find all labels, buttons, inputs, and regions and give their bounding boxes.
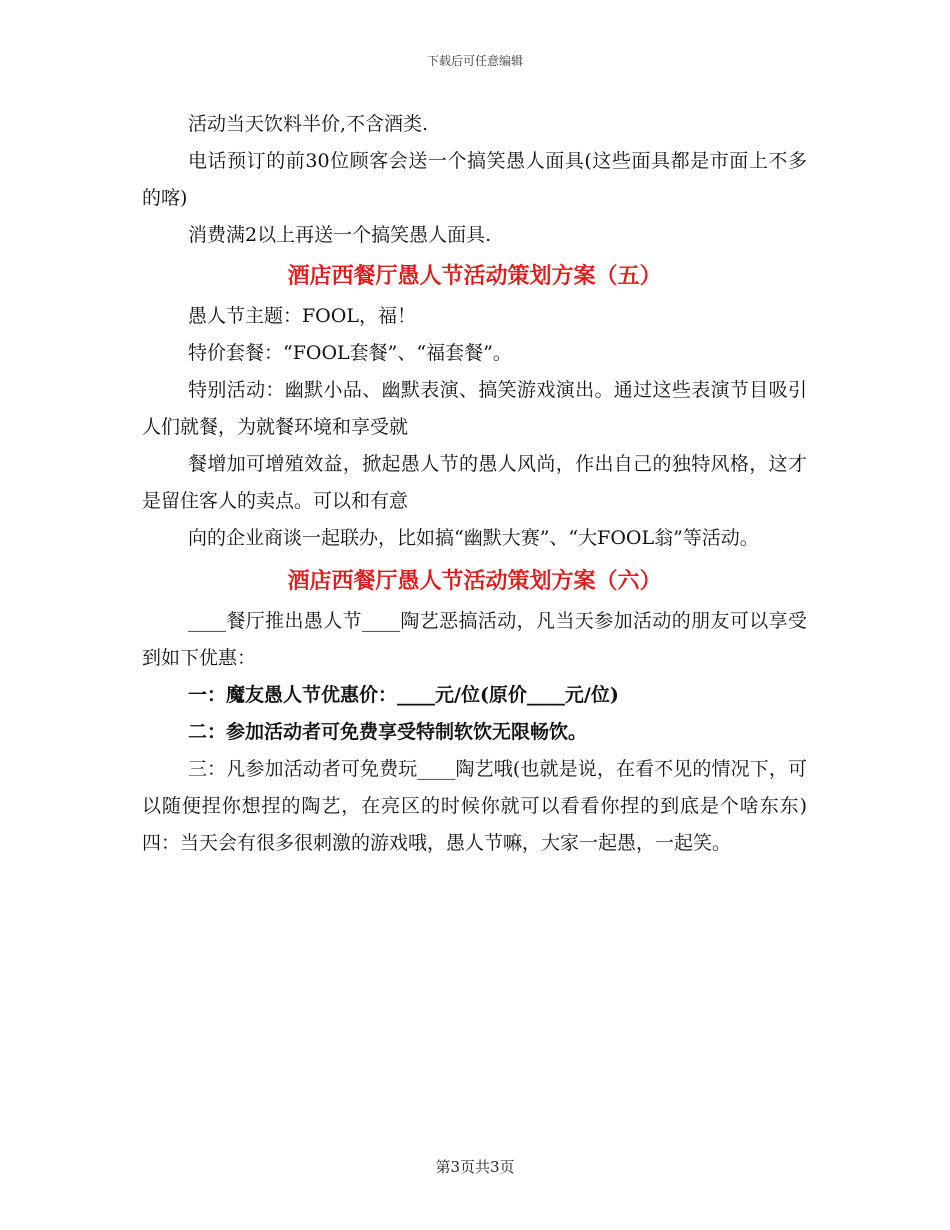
paragraph: 特价套餐：“FOOL套餐”、“福套餐”。	[188, 342, 512, 364]
paragraph: 电话预订的前30位顾客会送一个搞笑愚人面具(这些面具都是市面上不多的喀)	[142, 150, 807, 209]
paragraph: 愚人节主题：FOOL，福！	[188, 305, 416, 327]
document-body	[142, 106, 807, 862]
offer-line-2: 二：参加活动者可免费享受特制软饮无限畅饮。	[188, 721, 588, 743]
page-header: 下载后可任意编辑	[426, 54, 523, 68]
page-footer: 第3页共3页	[435, 1158, 515, 1176]
paragraph: ____餐厅推出愚人节____陶艺恶搞活动，凡当天参加活动的朋友可以享受到如下优惠：	[142, 610, 807, 669]
paragraph: 餐增加可增殖效益，掀起愚人节的愚人风尚，作出自己的独特风格，这才是留住客人的卖点。可以和有意	[142, 453, 807, 512]
paragraph: 特别活动：幽默小品、幽默表演、搞笑游戏演出。通过这些表演节目吸引人们就餐，为就餐环境和享受就	[142, 379, 807, 438]
paragraph: 活动当天饮料半价,不含酒类.	[188, 113, 429, 135]
section-title-6: 酒店西餐厅愚人节活动策划方案（六）	[287, 568, 662, 594]
paragraph: 向的企业商谈一起联办，比如搞“幽默大赛”、“大FOOL翁”等活动。	[188, 527, 759, 549]
paragraph: 三：凡参加活动者可免费玩____陶艺哦(也就是说，在看不见的情况下，可以随便捏你想捏的陶艺，在亮区的时候你就可以看看你捏的到底是个啥东东)四：当天会有很多很刺激的游戏哦，愚人节嘛，大家一起愚，一起笑。	[142, 758, 807, 854]
section-title-5: 酒店西餐厅愚人节活动策划方案（五）	[287, 263, 662, 289]
offer-line-1: 一：魔友愚人节优惠价：____元/位(原价____元/位)	[188, 684, 619, 706]
paragraph: 消费满2以上再送一个搞笑愚人面具.	[188, 224, 492, 246]
